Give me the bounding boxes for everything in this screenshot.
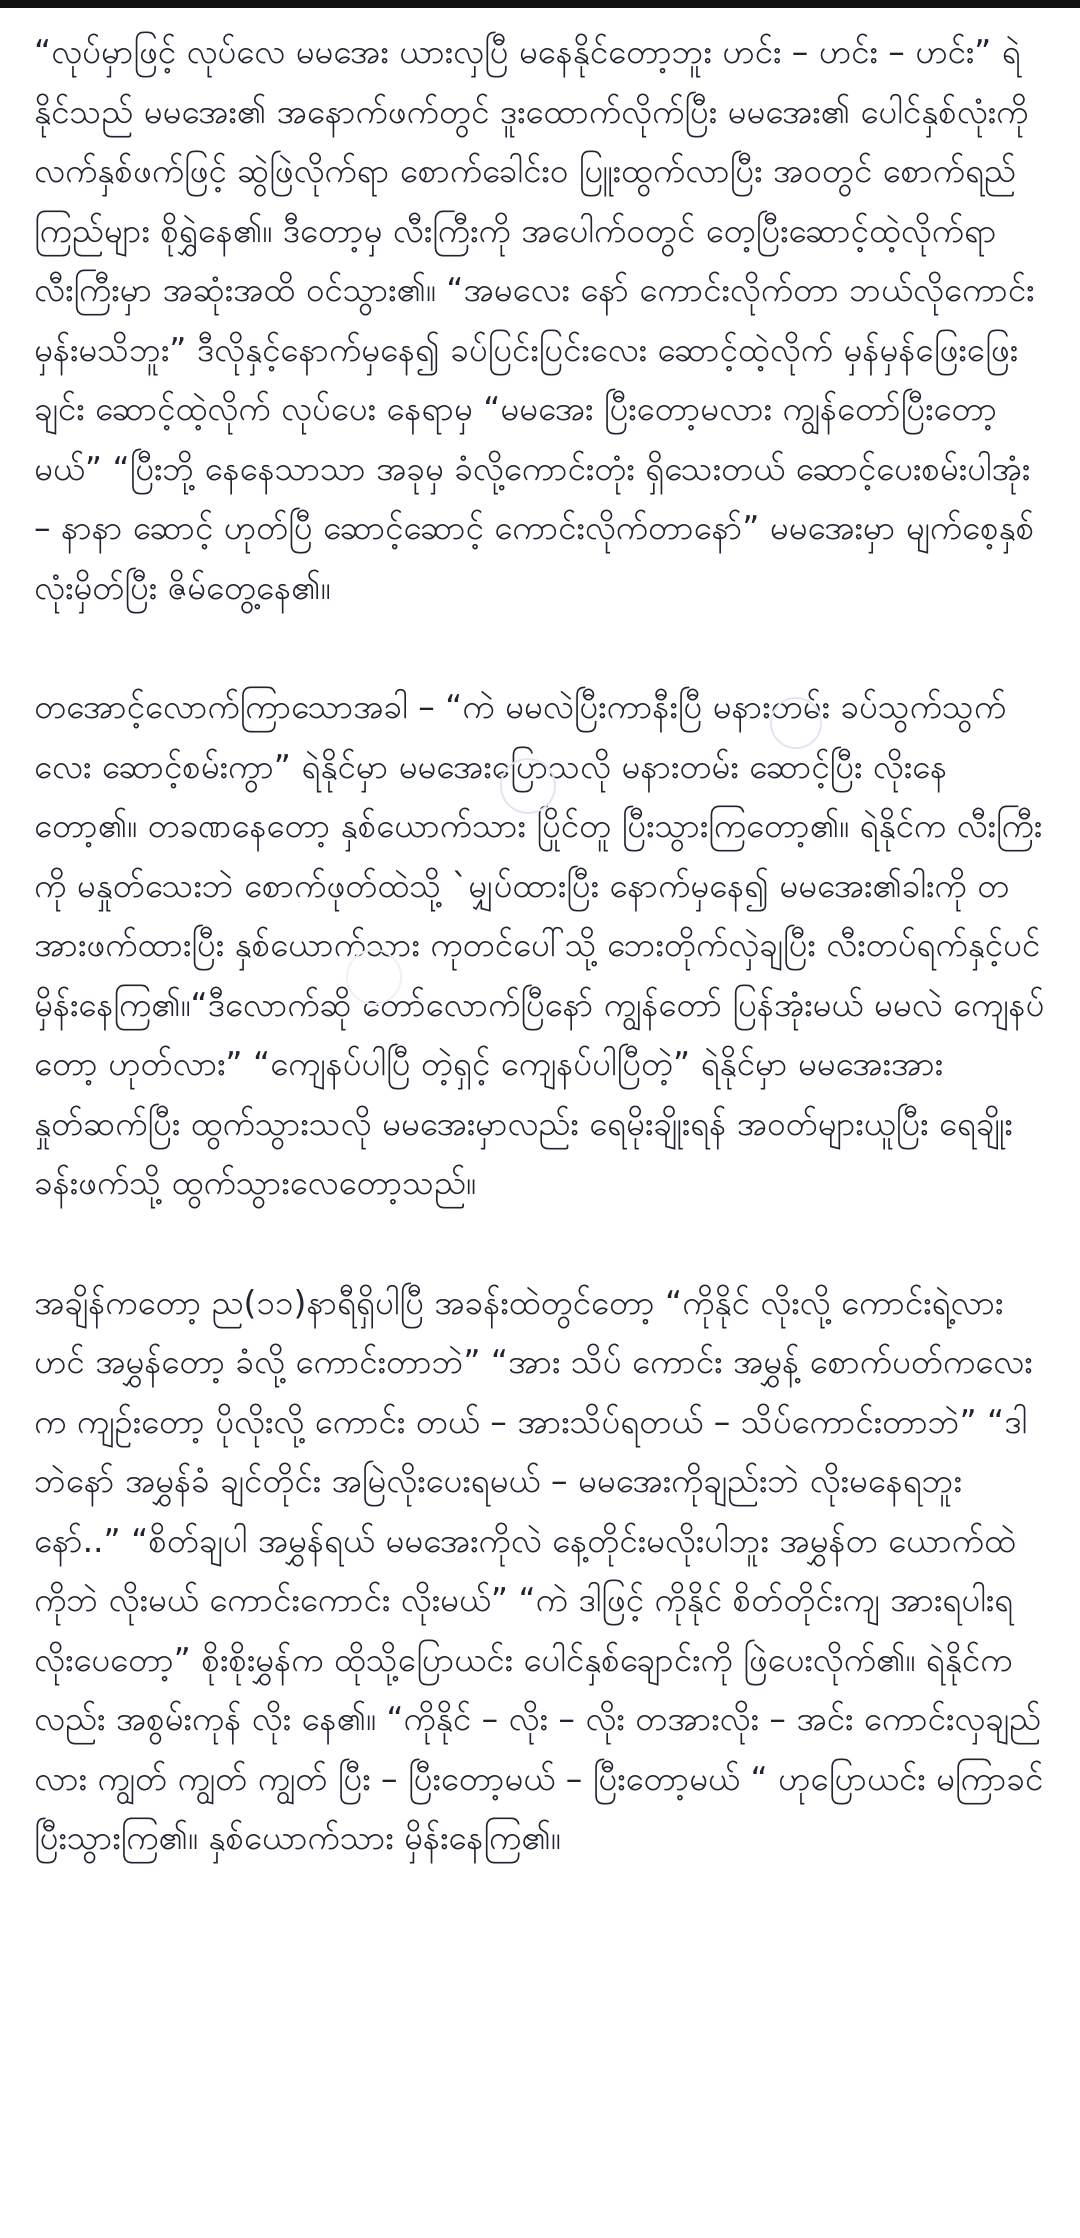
status-bar-strip	[0, 0, 1080, 8]
touch-indicator-ring	[500, 758, 556, 814]
paragraph-1: “လုပ်မှာဖြင့် လုပ်လေ မမအေး ယားလှပြီ မနေနိုင်တော့ဘူး ဟင်း – ဟင်း – ဟင်း” ရဲနိုင်သည် မမအေး၏ အနောက်ဖက်တွင် ဒူးထောက်လိုက်ပြီး မမအေး၏ ပေါင်နှစ်လုံးကို လက်နှစ်ဖက်ဖြင့် ဆွဲဖြဲလိုက်ရာ စောက်ခေါင်း၀ ပြူးထွက်လာပြီး အ၀တွင် စောက်ရည်ကြည်များ စိုရွှဲနေ၏။ ဒီတော့မှ လီးကြီးကို အပေါက်၀တွင် တေ့ပြီးဆောင့်ထဲ့လိုက်ရာ လီးကြီးမှာ အဆုံးအထိ ၀င်သွား၏။ “အမလေး နော် ကောင်းလိုက်တာ ဘယ်လိုကောင်းမှန်းမသိဘူး” ဒီလိုနှင့်နောက်မှနေ၍ ခပ်ပြင်းပြင်းလေး ဆောင့်ထဲ့လိုက် မှန်မှန်ဖြေးဖြေးချင်း ဆောင့်ထဲ့လိုက် လုပ်ပေး နေရာမှ “မမအေး ပြီးတော့မလား ကျွန်တော်ပြီးတော့မယ်” “ပြီးဘို့ နေနေသာသာ အခုမှ ခံလို့ကောင်းတုံး ရှိသေးတယ် ဆောင့်ပေးစမ်းပါအုံး – နာနာ ဆောင့် ဟုတ်ပြီ ဆောင့်ဆောင့် ကောင်းလိုက်တာနော်” မမအေးမှာ မျက်စေ့နှစ်လုံးမှိတ်ပြီး ဇိမ်တွေ့နေ၏။	[34, 32, 1035, 607]
touch-indicator-ring	[770, 697, 822, 749]
reader-body[interactable]	[34, 22, 1046, 1928]
paragraph-3: အချိန်ကတော့ ည(၁၁)နာရီရှိပါပြီ အခန်းထဲတွင်တော့ “ကိုနိုင် လိုးလို့ ကောင်းရဲ့လား ဟင် အမွှန်တော့ ခံလို့ ကောင်းတာဘဲ” “အား သိပ် ကောင်း အမွှန့် စောက်ပတ်ကလေးက ကျဉ်းတော့ ပိုလိုးလို့ ကောင်း တယ် – အားသိပ်ရတယ် – သိပ်ကောင်းတာဘဲ” “ဒါဘဲနော် အမွှန်ခံ ချင်တိုင်း အမြဲလိုးပေးရမယ် – မမအေးကိုချည်းဘဲ လိုးမနေရဘူး နော်..” “စိတ်ချပါ အမွှန်ရယ် မမအေးကိုလဲ နေ့တိုင်းမလိုးပါဘူး အမွှန်တ ယောက်ထဲကိုဘဲ လိုးမယ် ကောင်းကောင်း လိုးမယ်” “ကဲ ဒါဖြင့် ကိုနိုင် စိတ်တိုင်းကျ အားရပါးရ လိုးပေတော့” စိုးစိုးမွှန်က ထိုသို့ပြောယင်း ပေါင်နှစ်ချောင်းကို ဖြဲပေးလိုက်၏။ ရဲနိုင်ကလည်း အစွမ်းကုန် လိုး နေ၏။ “ကိုနိုင် – လိုး – လိုး တအားလိုး – အင်း ကောင်းလှချည်လား ကျွတ် ကျွတ် ကျွတ် ပြီး – ပြီးတော့မယ် – ပြီးတော့မယ် “ ဟုပြောယင်း မကြာခင်ပြီးသွားကြ၏။ နှစ်ယောက်သား မှိန်းနေကြ၏။	[34, 1282, 1044, 1857]
touch-indicator-ring	[346, 949, 402, 1005]
paragraph-2: တအောင့်လောက်ကြာသောအခါ – “ကဲ မမလဲပြီးကာနီးပြီ မနားတမ်း ခပ်သွက်သွက်လေး ဆောင့်စမ်းကွာ” ရဲနိုင်မှာ မမအေးပြောသလို မနားတမ်း ဆောင့်ပြီး လိုးနေတော့၏။ တခဏနေတော့ နှစ်ယောက်သား ပြိုင်တူ ပြီးသွားကြတော့၏။ ရဲနိုင်က လီးကြီးကို မနှုတ်သေးဘဲ စောက်ဖုတ်ထဲသို့ `မျှပ်ထားပြီး နောက်မှနေ၍ မမအေး၏ခါးကို တအားဖက်ထားပြီး နှစ်ယောက်သား ကုတင်ပေါ်သို့ ဘေးတိုက်လှဲချပြီး လီးတပ်ရက်နှင့်ပင်မှိန်းနေကြ၏။“ဒီလောက်ဆို တော်လောက်ပြီနော် ကျွန်တော် ပြန်အုံးမယ် မမလဲ ကျေနပ်တော့ ဟုတ်လား” “ကျေနပ်ပါပြီ တဲ့ရှင့် ကျေနပ်ပါပြီတဲ့” ရဲနိုင်မှာ မမအေးအား နှုတ်ဆက်ပြီး ထွက်သွားသလို မမအေးမှာလည်း ရေမိုးချိုးရန် အ၀တ်များယူပြီး ရေချိုးခန်းဖက်သို့ ထွက်သွားလေတော့သည်။	[34, 687, 1045, 1202]
